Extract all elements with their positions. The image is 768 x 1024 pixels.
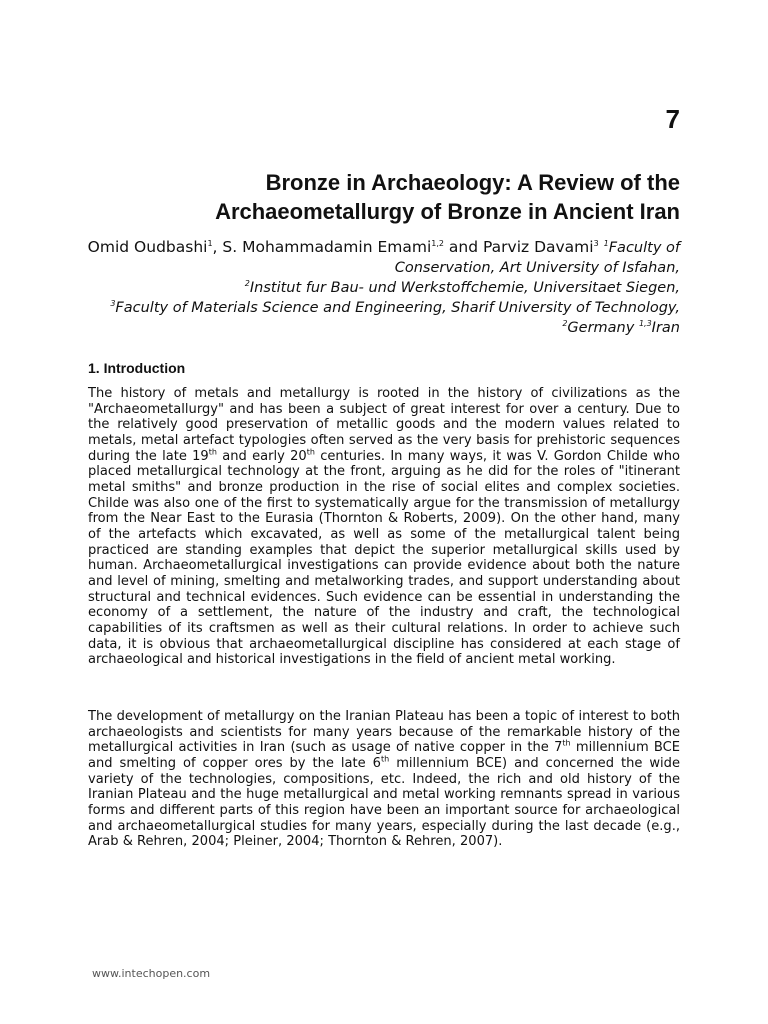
chapter-title-line-1: Bronze in Archaeology: A Review of the xyxy=(265,170,680,195)
affiliation-1: $^1$Faculty of Conservation, Art University of Isfahan, xyxy=(394,239,680,276)
author-names xyxy=(88,238,599,256)
author-3-sup: 3 xyxy=(593,238,599,248)
author-1: Omid Oudbashi xyxy=(87,238,208,256)
section-heading: 1. Introduction xyxy=(88,360,186,376)
affiliation-2: $^2$Institut fur Bau- und Werkstoffchemie, Universitaet Siegen, xyxy=(244,279,680,296)
author-1-sup: 1 xyxy=(207,238,213,248)
footer-url[interactable]: www.intechopen.com xyxy=(92,967,211,980)
author-2-sup: 1,2 xyxy=(431,238,444,248)
affiliation-3: $^3$Faculty of Materials Science and Engineering, Sharif University of Technology, $^2$Germany $^{1,3}$Iran xyxy=(110,299,680,336)
author-block xyxy=(60,238,680,338)
paragraph-2: The development of metallurgy on the Iranian Plateau has been a topic of interest to both archaeologists and scientists for many years because of the remarkable history of the metallurgical activities in Iran (such as usage of native copper in the 7th millennium BCE and smelting of copper ores by the late 6th millennium BCE) and concerned the wide variety of the technologies, compositions, etc. Indeed, the rich and old history of the Iranian Plateau and the huge metallurgical and metal working remnants spread in various forms and different parts of this region have been an important source for archaeological and archaeometallurgical studies for many years, especially during the last decade (e.g., Arab & Rehren, 2004; Pleiner, 2004; Thornton & Rehren, 2007). xyxy=(88,709,681,850)
chapter-title-line-2: Archaeometallurgy of Bronze in Ancient Iran xyxy=(215,199,680,224)
author-2: , S. Mohammadamin Emami xyxy=(212,238,432,256)
chapter-title xyxy=(80,168,680,226)
author-3: and Parviz Davami xyxy=(444,238,594,256)
paragraph-1: The history of metals and metallurgy is rooted in the history of civilizations as the "Archaeometallurgy" and has been a subject of great interest for over a century. Due to the relatively good preservation of metallic goods and the modern values related to metals, metal artefact typologies often served as the very basis for prehistoric sequences during the late 19th and early 20th centuries. In many ways, it was V. Gordon Childe who placed metallurgical technology at the front, arguing as he did for the roles of "itinerant metal smiths" and bronze production in the rise of social elites and complex societies. Childe was also one of the first to systematically argue for the transmission of metallurgy from the Near East to the Eurasia (Thornton & Roberts, 2009). On the other hand, many of the artefacts which excavated, as well as some of the metallurgical talent being practiced are standing examples that depict the superior metallurgical skills used by human. Archaeometallurgical investigations can provide evidence about both the nature and level of mining, smelting and metalworking trades, and support understanding about structural and technical evidences. Such evidence can be essential in understanding the economy of a settlement, the nature of the industry and craft, the technological capabilities of its craftsmen as well as their cultural relations. In order to achieve such data, it is obvious that archaeometallurgical discipline has considered at each stage of archaeological and historical investigations in the field of ancient metal working. xyxy=(88,386,680,668)
chapter-number: 7 xyxy=(665,104,680,134)
